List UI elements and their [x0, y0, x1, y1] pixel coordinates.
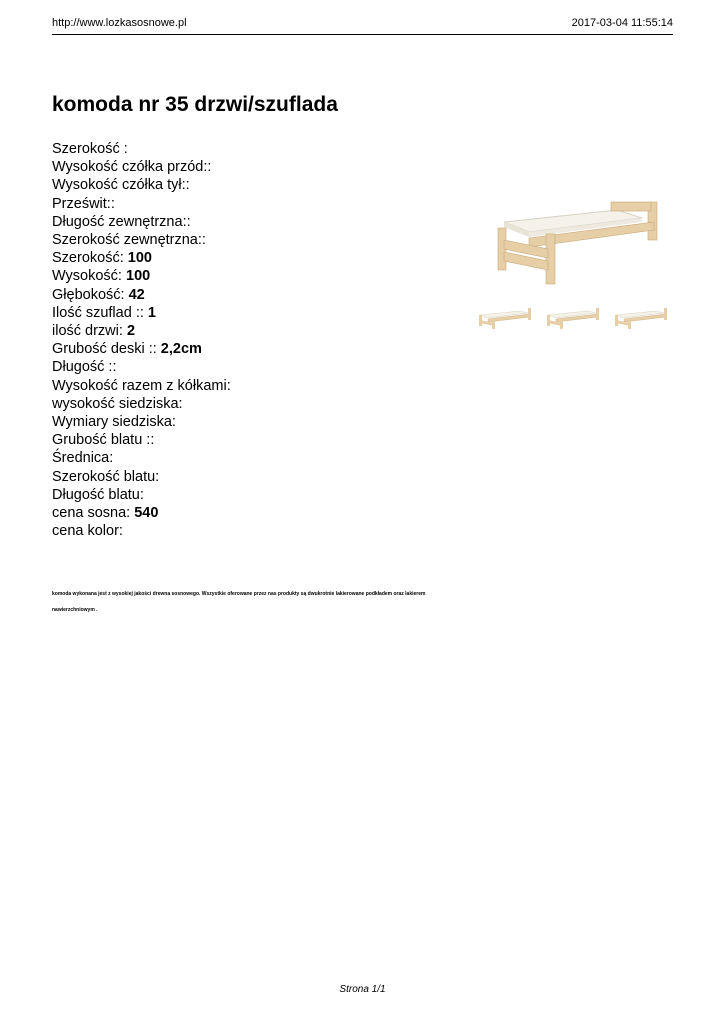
- spec-row: [52, 377, 231, 395]
- spec-row: [52, 231, 231, 249]
- spec-value: 540: [134, 505, 159, 522]
- spec-label: Wysokość razem z kółkami:: [52, 377, 231, 394]
- description-line: komoda wykonana jest z wysokiej jakości drewna sosnowego. Wszystkie oferowane przez nas produkty są dwukrotnie lakierowane podkładem oraz lakierem: [52, 591, 426, 597]
- spec-list: [52, 140, 231, 540]
- product-thumbnail[interactable]: [474, 293, 536, 329]
- spec-row: [52, 504, 231, 522]
- spec-label: Grubość deski ::: [52, 341, 161, 358]
- spec-value: 1: [147, 304, 156, 321]
- spec-label: Długość ::: [52, 359, 117, 376]
- spec-row: [52, 195, 231, 213]
- spec-row: [52, 213, 231, 231]
- spec-row: [52, 395, 231, 413]
- spec-row: [52, 158, 231, 176]
- spec-label: Wysokość:: [52, 268, 126, 285]
- spec-row: [52, 176, 231, 194]
- spec-row: [52, 249, 231, 267]
- spec-label: cena kolor:: [52, 523, 123, 540]
- spec-row: [52, 431, 231, 449]
- spec-row: [52, 486, 231, 504]
- bed-thumbnail-icon: [610, 293, 672, 329]
- spec-row: [52, 449, 231, 467]
- spec-label: Grubość blatu ::: [52, 432, 155, 449]
- spec-label: Prześwit::: [52, 195, 115, 212]
- spec-row: [52, 286, 231, 304]
- spec-row: [52, 267, 231, 285]
- spec-row: [52, 468, 231, 486]
- spec-value: 42: [128, 286, 145, 303]
- spec-row: [52, 522, 231, 540]
- spec-row: [52, 304, 231, 322]
- spec-label: Szerokość blatu:: [52, 468, 160, 485]
- spec-label: Szerokość :: [52, 141, 128, 157]
- bed-thumbnail-icon: [542, 293, 604, 329]
- description-line: nawierzchniowym .: [52, 607, 98, 613]
- print-timestamp: 2017-03-04 11:55:14: [571, 17, 673, 29]
- spec-row: [52, 322, 231, 340]
- main-product-photo[interactable]: [474, 140, 673, 288]
- spec-row: [52, 140, 231, 158]
- spec-row: [52, 340, 231, 358]
- spec-label: cena sosna:: [52, 505, 135, 522]
- spec-label: Szerokość zewnętrzna::: [52, 232, 206, 249]
- spec-value: 100: [127, 250, 152, 267]
- spec-value: 2,2cm: [160, 341, 202, 358]
- spec-label: Długość zewnętrzna::: [52, 213, 191, 230]
- product-thumbnail[interactable]: [610, 293, 672, 329]
- page-title: komoda nr 35 drzwi/szuflada: [52, 93, 338, 116]
- spec-label: Szerokość:: [52, 250, 128, 267]
- spec-label: wysokość siedziska:: [52, 395, 183, 412]
- spec-label: Średnica:: [52, 450, 114, 467]
- spec-label: Wysokość czółka tył::: [52, 177, 190, 194]
- page-footer: Strona 1/1: [339, 984, 386, 995]
- spec-row: [52, 413, 231, 431]
- spec-value: 100: [126, 268, 151, 285]
- bed-thumbnail-icon: [474, 293, 536, 329]
- spec-label: Wysokość czółka przód::: [52, 159, 212, 176]
- page-url: http://www.lozkasosnowe.pl: [52, 17, 187, 29]
- bed-illustration: [474, 140, 673, 288]
- spec-label: Ilość szuflad ::: [52, 304, 148, 321]
- spec-value: 2: [126, 323, 136, 340]
- spec-label: Głębokość:: [52, 286, 129, 303]
- spec-label: Wymiary siedziska:: [52, 414, 176, 431]
- spec-label: ilość drzwi:: [52, 323, 127, 340]
- spec-label: Długość blatu:: [52, 486, 144, 503]
- product-thumbnail[interactable]: [542, 293, 604, 329]
- product-description: [52, 586, 432, 618]
- page-header: [52, 14, 673, 35]
- spec-row: [52, 358, 231, 376]
